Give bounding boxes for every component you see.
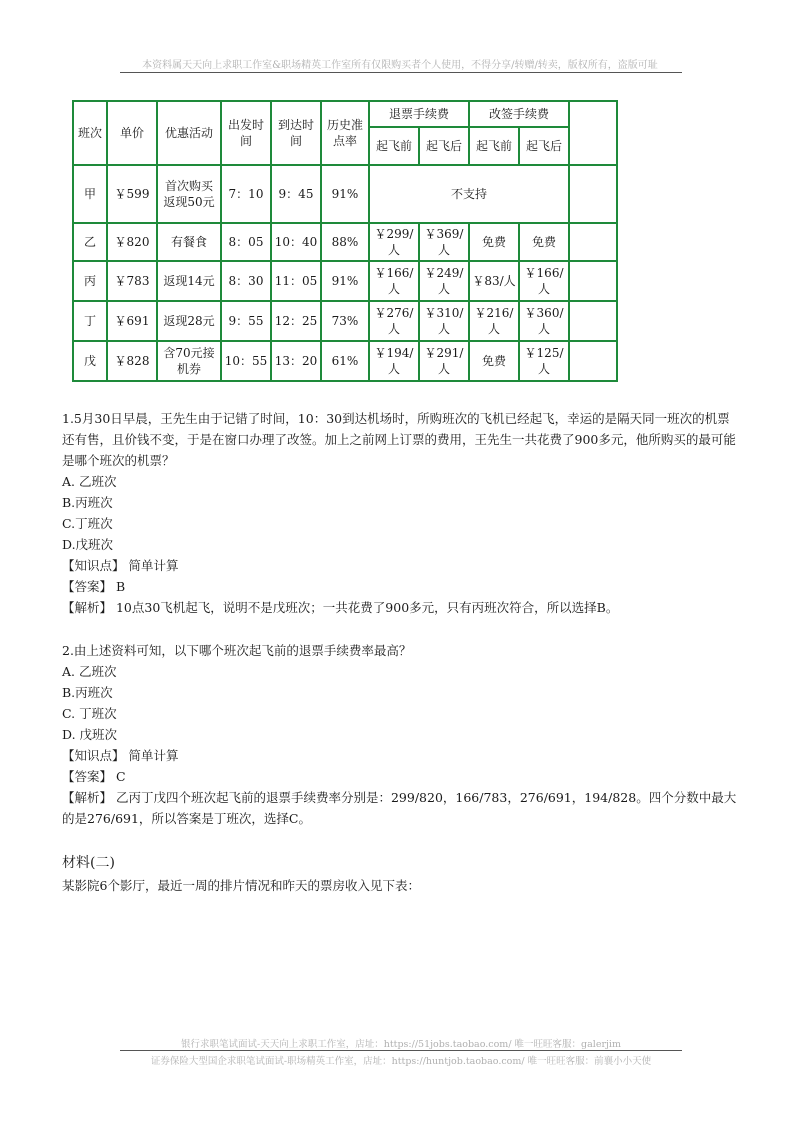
header-change-before: 起飞前: [469, 127, 519, 165]
cell-change-before: ￥83/人: [469, 261, 519, 301]
cell-blank: [569, 261, 617, 301]
cell-refund-after: ￥369/人: [419, 223, 469, 261]
cell-ontime: 91%: [321, 165, 369, 223]
cell-refund-after: ￥291/人: [419, 341, 469, 381]
cell-class: 甲: [73, 165, 107, 223]
question-1-option-b: B.丙班次: [62, 495, 113, 510]
cell-refund-before: ￥299/人: [369, 223, 419, 261]
section-title: 材料(二): [62, 855, 115, 871]
header-refund-before: 起飞前: [369, 127, 419, 165]
question-1-stem: 1.5月30日早晨，王先生由于记错了时间，10：30到达机场时，所购班次的飞机已经起飞，幸运的是隔天同一班次的机票还有售，且价钱不变，于是在窗口办理了改签。加上之前网上订票的费用，王先生一共花费了900多元，他所购买的最可能是哪个班次的机票？: [62, 411, 736, 468]
flight-table: [72, 100, 618, 382]
cell-arrive: 12：25: [271, 301, 321, 341]
question-2-option-c: C. 丁班次: [62, 706, 117, 721]
question-2-knowledge-point: 【知识点】 简单计算: [62, 748, 179, 763]
cell-blank: [569, 341, 617, 381]
cell-depart: 10：55: [221, 341, 271, 381]
cell-arrive: 11：05: [271, 261, 321, 301]
cell-refund-after: ￥249/人: [419, 261, 469, 301]
cell-promo: 返现14元: [157, 261, 221, 301]
cell-change-after: ￥166/人: [519, 261, 569, 301]
cell-ontime: 91%: [321, 261, 369, 301]
question-2: [62, 640, 742, 829]
header-blank: [569, 101, 617, 165]
cell-change-before: 免费: [469, 223, 519, 261]
cell-depart: 8：30: [221, 261, 271, 301]
cell-class: 戊: [73, 341, 107, 381]
table-row: [73, 301, 617, 341]
cell-change-before: 免费: [469, 341, 519, 381]
cell-change-before: ￥216/人: [469, 301, 519, 341]
footer-line-2: 证券保险大型国企求职笔试面试-职场精英工作室，店址：https://huntjob.taobao.com/ 唯一旺旺客服：前襄小小天使: [150, 1056, 652, 1067]
cell-ontime: 88%: [321, 223, 369, 261]
question-1-knowledge-point: 【知识点】 简单计算: [62, 558, 179, 573]
cell-blank: [569, 223, 617, 261]
question-2-stem: 2.由上述资料可知，以下哪个班次起飞前的退票手续费率最高？: [62, 643, 412, 658]
question-1-answer: 【答案】 B: [62, 579, 126, 594]
cell-promo: 含70元接机券: [157, 341, 221, 381]
question-2-option-d: D. 戊班次: [62, 727, 118, 742]
question-1: [62, 408, 742, 618]
cell-arrive: 10：40: [271, 223, 321, 261]
cell-price: ￥828: [107, 341, 157, 381]
cell-promo: 首次购买返现50元: [157, 165, 221, 223]
cell-change-after: ￥360/人: [519, 301, 569, 341]
question-2-option-b: B.丙班次: [62, 685, 113, 700]
table-row: [73, 341, 617, 381]
page-header-text: 本资料属天天向上求职工作室&职场精英工作室所有仅限购买者个人使用，不得分享/转赠/转卖，版权所有，盗版可耻: [142, 60, 658, 71]
header-ontime: 历史准点率: [321, 101, 369, 165]
table-row: [73, 223, 617, 261]
cell-class: 乙: [73, 223, 107, 261]
cell-change-after: ￥125/人: [519, 341, 569, 381]
question-1-option-a: A. 乙班次: [62, 474, 117, 489]
question-1-option-c: C.丁班次: [62, 516, 113, 531]
header-refund-after: 起飞后: [419, 127, 469, 165]
cell-refund-before: ￥194/人: [369, 341, 419, 381]
header-price: 单价: [107, 101, 157, 165]
header-arrive: 到达时间: [271, 101, 321, 165]
cell-price: ￥599: [107, 165, 157, 223]
cell-refund-before: ￥166/人: [369, 261, 419, 301]
cell-arrive: 13：20: [271, 341, 321, 381]
cell-price: ￥820: [107, 223, 157, 261]
cell-arrive: 9：45: [271, 165, 321, 223]
header-change-after: 起飞后: [519, 127, 569, 165]
section-intro: 某影院6个影厅，最近一周的排片情况和昨天的票房收入见下表：: [62, 878, 420, 893]
cell-depart: 8：05: [221, 223, 271, 261]
footer-divider: [120, 1050, 682, 1051]
footer-line-1: 银行求职笔试面试-天天向上求职工作室，店址：https://51jobs.taobao.com/ 唯一旺旺客服：galerjim: [181, 1039, 621, 1050]
cell-blank: [569, 165, 617, 223]
cell-blank: [569, 301, 617, 341]
cell-refund-after: ￥310/人: [419, 301, 469, 341]
cell-promo: 返现28元: [157, 301, 221, 341]
header-class: 班次: [73, 101, 107, 165]
cell-ontime: 61%: [321, 341, 369, 381]
cell-ontime: 73%: [321, 301, 369, 341]
header-change-fee: 改签手续费: [469, 101, 569, 127]
cell-promo: 有餐食: [157, 223, 221, 261]
header-divider: [120, 72, 682, 73]
cell-refund-before: ￥276/人: [369, 301, 419, 341]
cell-price: ￥783: [107, 261, 157, 301]
table-row: [73, 261, 617, 301]
cell-class: 丙: [73, 261, 107, 301]
cell-depart: 7：10: [221, 165, 271, 223]
header-promo: 优惠活动: [157, 101, 221, 165]
question-2-option-a: A. 乙班次: [62, 664, 117, 679]
question-2-answer: 【答案】 C: [62, 769, 126, 784]
cell-class: 丁: [73, 301, 107, 341]
header-refund-fee: 退票手续费: [369, 101, 469, 127]
question-1-option-d: D.戊班次: [62, 537, 114, 552]
cell-price: ￥691: [107, 301, 157, 341]
table-row: [73, 165, 617, 223]
question-1-explanation: 【解析】 10点30飞机起飞，说明不是戊班次；一共花费了900多元，只有丙班次符合，所以选择B。: [62, 600, 619, 615]
cell-depart: 9：55: [221, 301, 271, 341]
cell-not-supported: 不支持: [369, 165, 569, 223]
cell-change-after: 免费: [519, 223, 569, 261]
header-depart: 出发时间: [221, 101, 271, 165]
question-2-explanation: 【解析】 乙丙丁戊四个班次起飞前的退票手续费率分别是：299/820，166/783，276/691，194/828。四个分数中最大的是276/691，所以答案是丁班次，选择C。: [62, 790, 737, 826]
